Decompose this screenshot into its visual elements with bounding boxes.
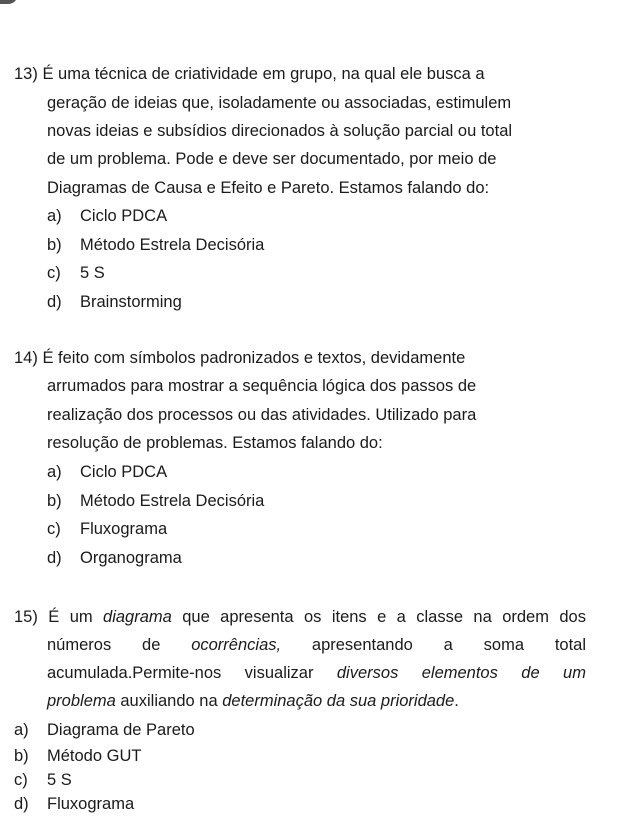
question-15-number: 15) — [14, 608, 38, 626]
option-text: Ciclo PDCA — [80, 207, 168, 225]
question-15-text: . — [454, 692, 459, 710]
option-letter: d) — [14, 795, 29, 813]
question-15-text: que apresenta os itens e a classe na ordem dos — [171, 608, 586, 626]
option-letter: c) — [47, 520, 61, 538]
question-15-line-4 — [47, 691, 459, 711]
question-14-text: É feito com símbolos padronizados e textos, devidamente — [42, 349, 466, 367]
question-15-text: números de — [47, 636, 192, 654]
option-letter: b) — [47, 492, 62, 510]
option-letter: c) — [47, 264, 61, 282]
option-text: 5 S — [47, 771, 72, 789]
option-text: Diagrama de Pareto — [47, 721, 195, 739]
option-text: Método Estrela Decisória — [80, 236, 265, 254]
question-13-line-5: Diagramas de Causa e Efeito e Pareto. Estamos falando do: — [47, 179, 490, 197]
question-15-text: acumulada.Permite-nos visualizar — [47, 664, 337, 682]
question-13-text: É uma técnica de criatividade em grupo, na qual ele busca a — [42, 65, 485, 83]
option-text: Ciclo PDCA — [80, 463, 168, 481]
option-letter: a) — [47, 463, 62, 481]
question-13-line-4: de um problema. Pode e deve ser documentado, por meio de — [47, 150, 497, 168]
option-letter: a) — [47, 207, 62, 225]
option-letter: b) — [14, 747, 29, 765]
option-letter: b) — [47, 236, 62, 254]
option-letter: c) — [14, 771, 28, 789]
question-15-text: apresentando a soma total — [281, 636, 587, 654]
question-15-italic: determinação da sua prioridade — [222, 692, 455, 710]
question-15-italic: problema — [47, 692, 116, 710]
question-14-line-1 — [14, 348, 465, 368]
question-15-text: É um — [48, 608, 104, 626]
option-letter: a) — [14, 721, 29, 739]
option-text: Método GUT — [47, 747, 142, 765]
option-text: Fluxograma — [47, 795, 135, 813]
question-13-line-2: geração de ideias que, isoladamente ou associadas, estimulem — [47, 94, 512, 112]
option-text: Brainstorming — [80, 293, 182, 311]
question-15-italic: diagrama — [103, 608, 172, 626]
option-letter: d) — [47, 293, 62, 311]
question-15-line-1 — [14, 607, 586, 627]
question-15-line-3 — [47, 663, 586, 683]
option-text: Fluxograma — [80, 520, 168, 538]
option-text: Organograma — [80, 549, 182, 567]
question-13-number: 13) — [14, 65, 38, 83]
question-15-line-2 — [47, 635, 586, 655]
question-15-text: auxiliando na — [115, 692, 223, 710]
question-15-italic: ocorrências, — [191, 636, 282, 654]
question-15-italic: diversos elementos de um — [336, 664, 586, 682]
option-text: Método Estrela Decisória — [80, 492, 265, 510]
question-14-number: 14) — [14, 349, 38, 367]
question-14-line-3: realização dos processos ou das atividades. Utilizado para — [47, 406, 477, 424]
option-text: 5 S — [80, 264, 105, 282]
question-14-line-2: arrumados para mostrar a sequência lógica dos passos de — [47, 377, 477, 395]
question-13-line-3: novas ideias e subsídios direcionados à solução parcial ou total — [47, 122, 513, 140]
question-14-line-4: resolução de problemas. Estamos falando do: — [47, 434, 383, 452]
option-letter: d) — [47, 549, 62, 567]
page-corner-mark — [0, 0, 18, 4]
question-13-line-1 — [14, 64, 485, 84]
